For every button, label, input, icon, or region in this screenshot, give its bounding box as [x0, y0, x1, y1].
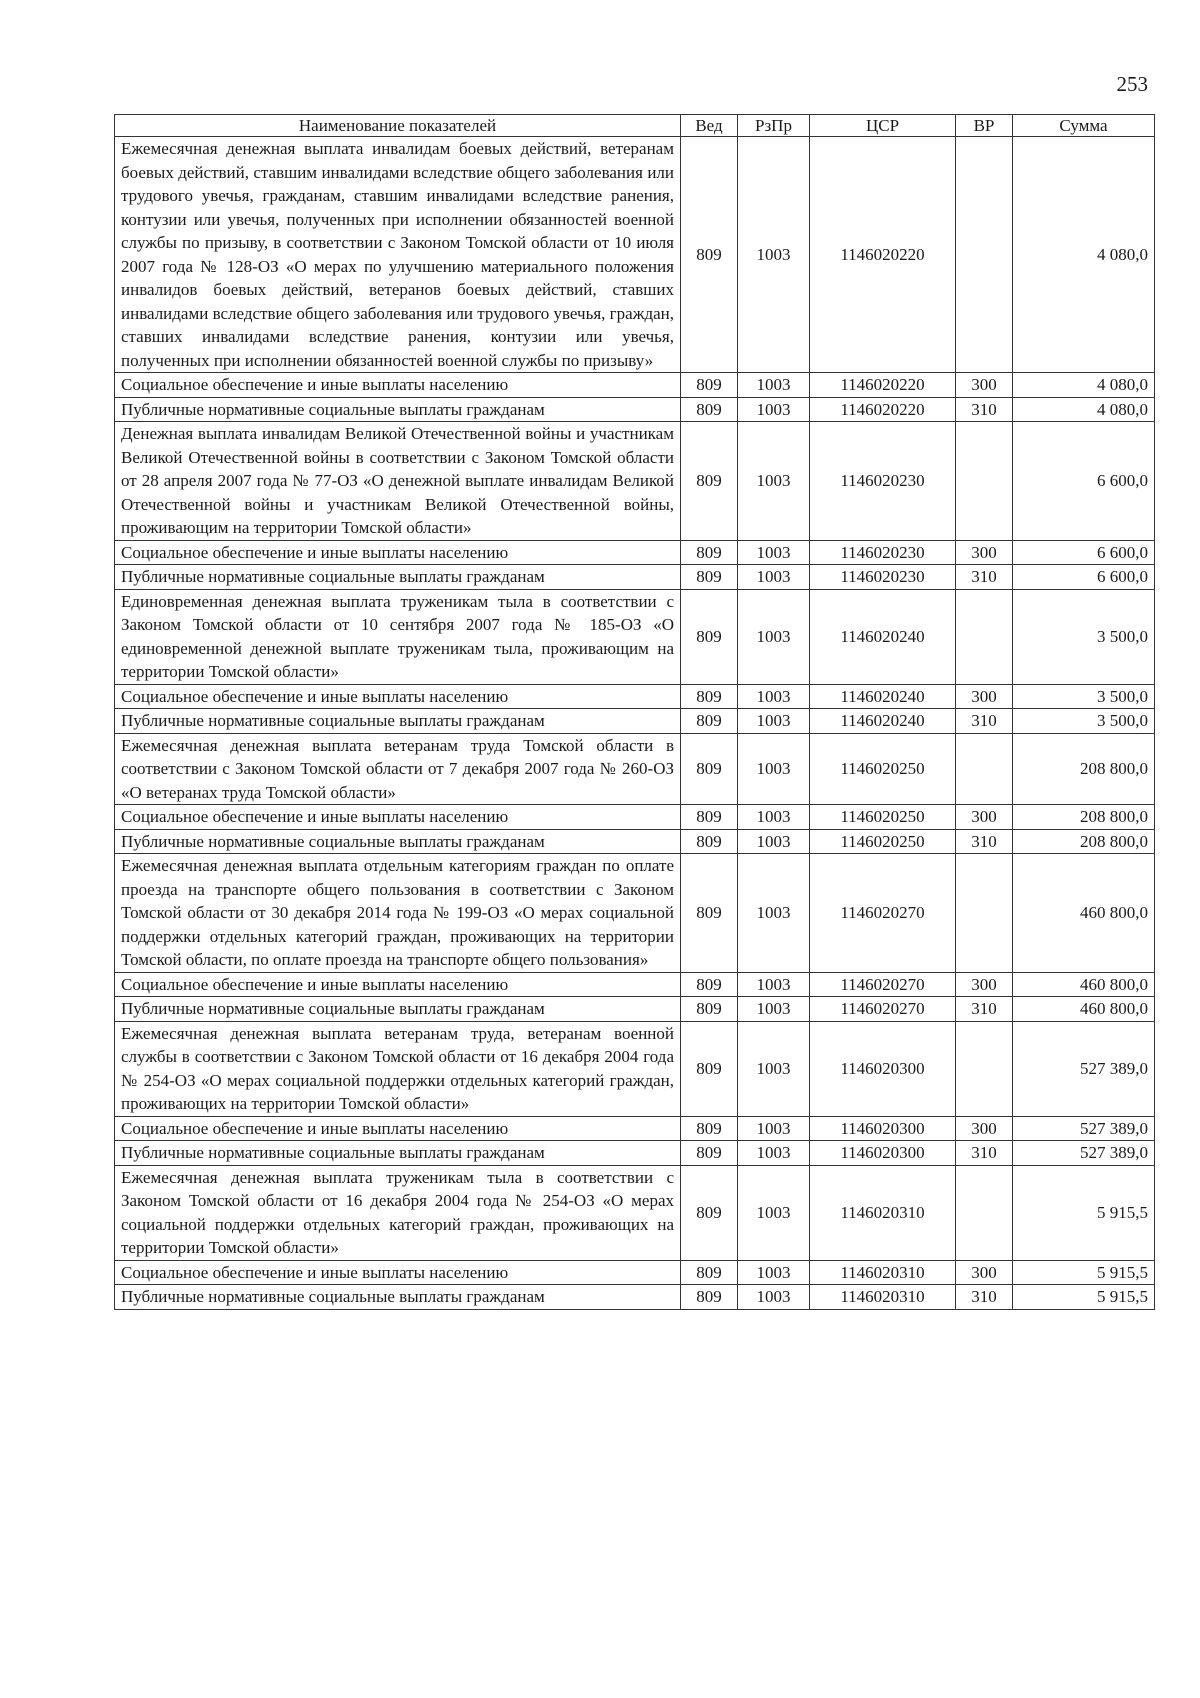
cell-vr: 310: [956, 1285, 1013, 1310]
cell-rzpr: 1003: [738, 1116, 810, 1141]
table-row: [115, 829, 1155, 854]
cell-sum: 527 389,0: [1013, 1021, 1155, 1116]
cell-csr: 1146020230: [810, 565, 956, 590]
cell-vr: 310: [956, 565, 1013, 590]
cell-name: Социальное обеспечение и иные выплаты населению: [115, 540, 681, 565]
cell-rzpr: 1003: [738, 540, 810, 565]
cell-rzpr: 1003: [738, 137, 810, 373]
cell-rzpr: 1003: [738, 589, 810, 684]
page-number: 253: [1116, 72, 1148, 96]
cell-sum: 208 800,0: [1013, 805, 1155, 830]
cell-csr: 1146020250: [810, 829, 956, 854]
table-row: [115, 1021, 1155, 1116]
cell-ved: 809: [681, 709, 738, 734]
cell-sum: 3 500,0: [1013, 709, 1155, 734]
cell-ved: 809: [681, 1165, 738, 1260]
cell-sum: 460 800,0: [1013, 854, 1155, 973]
header-name: Наименование показателей: [115, 115, 681, 137]
cell-ved: 809: [681, 684, 738, 709]
cell-ved: 809: [681, 397, 738, 422]
cell-csr: 1146020240: [810, 684, 956, 709]
table-row: [115, 1260, 1155, 1285]
cell-name: Публичные нормативные социальные выплаты гражданам: [115, 829, 681, 854]
cell-csr: 1146020250: [810, 805, 956, 830]
table-row: [115, 397, 1155, 422]
table-row: [115, 422, 1155, 541]
table-row: [115, 589, 1155, 684]
cell-csr: 1146020270: [810, 854, 956, 973]
table-row: [115, 1116, 1155, 1141]
table-row: [115, 733, 1155, 805]
cell-rzpr: 1003: [738, 997, 810, 1022]
budget-table: [114, 114, 1155, 1310]
cell-rzpr: 1003: [738, 373, 810, 398]
cell-rzpr: 1003: [738, 1021, 810, 1116]
table-row: [115, 684, 1155, 709]
cell-sum: 6 600,0: [1013, 565, 1155, 590]
cell-sum: 4 080,0: [1013, 373, 1155, 398]
cell-vr: 300: [956, 540, 1013, 565]
cell-ved: 809: [681, 854, 738, 973]
cell-name: Публичные нормативные социальные выплаты гражданам: [115, 997, 681, 1022]
cell-rzpr: 1003: [738, 1141, 810, 1166]
cell-rzpr: 1003: [738, 422, 810, 541]
cell-csr: 1146020240: [810, 709, 956, 734]
cell-csr: 1146020310: [810, 1260, 956, 1285]
cell-name: Ежемесячная денежная выплата ветеранам труда Томской области в соответствии с Законом Томской области от 7 декабря 2007 года № 260-ОЗ «О ветеранах труда Томской области»: [115, 733, 681, 805]
cell-ved: 809: [681, 997, 738, 1022]
cell-csr: 1146020230: [810, 540, 956, 565]
cell-sum: 4 080,0: [1013, 397, 1155, 422]
table-row: [115, 972, 1155, 997]
cell-rzpr: 1003: [738, 709, 810, 734]
cell-rzpr: 1003: [738, 1260, 810, 1285]
cell-vr: 310: [956, 709, 1013, 734]
cell-csr: 1146020270: [810, 997, 956, 1022]
cell-rzpr: 1003: [738, 829, 810, 854]
cell-vr: 310: [956, 829, 1013, 854]
cell-csr: 1146020220: [810, 137, 956, 373]
cell-name: Ежемесячная денежная выплата инвалидам боевых действий, ветеранам боевых действий, ставшим инвалидами вследствие общего заболевания или трудового увечья, гражданам, ставшим инвалидами вследствие ранения, контузии или увечья, полученных при исполнении обязанностей военной службы по призыву, в соответствии с Законом Томской области от 10 июля 2007 года № 128-ОЗ «О мерах по улучшению материального положения инвалидов боевых действий, ветеранов боевых действий, ставших инвалидами вследствие общего заболевания или трудового увечья, граждан, ставших инвалидами вследствие ранения, контузии или увечья, полученных при исполнении обязанностей военной службы по призыву»: [115, 137, 681, 373]
header-vr: ВР: [956, 115, 1013, 137]
cell-csr: 1146020310: [810, 1165, 956, 1260]
cell-name: Ежемесячная денежная выплата ветеранам труда, ветеранам военной службы в соответствии с Законом Томской области от 16 декабря 2004 года № 254-ОЗ «О мерах социальной поддержки отдельных категорий граждан, проживающих на территории Томской области»: [115, 1021, 681, 1116]
table-row: [115, 805, 1155, 830]
header-ved: Вед: [681, 115, 738, 137]
cell-name: Социальное обеспечение и иные выплаты населению: [115, 1260, 681, 1285]
cell-ved: 809: [681, 805, 738, 830]
cell-csr: 1146020300: [810, 1116, 956, 1141]
cell-sum: 5 915,5: [1013, 1165, 1155, 1260]
table-row: [115, 137, 1155, 373]
header-rzpr: РзПр: [738, 115, 810, 137]
cell-name: Социальное обеспечение и иные выплаты населению: [115, 373, 681, 398]
cell-name: Единовременная денежная выплата труженикам тыла в соответствии с Законом Томской области от 10 сентября 2007 года № 185-ОЗ «О единовременной денежной выплате труженикам тыла, проживающим на территории Томской области»: [115, 589, 681, 684]
header-row: [115, 115, 1155, 137]
header-csr: ЦСР: [810, 115, 956, 137]
table-body: [115, 137, 1155, 1310]
cell-vr: 300: [956, 805, 1013, 830]
cell-ved: 809: [681, 1260, 738, 1285]
table-row: [115, 854, 1155, 973]
cell-vr: [956, 137, 1013, 373]
cell-csr: 1146020300: [810, 1141, 956, 1166]
cell-name: Денежная выплата инвалидам Великой Отечественной войны и участникам Великой Отечественной войны в соответствии с Законом Томской области от 28 апреля 2007 года № 77-ОЗ «О денежной выплате инвалидам Великой Отечественной войны и участникам Великой Отечественной войны, проживающим на территории Томской области»: [115, 422, 681, 541]
cell-ved: 809: [681, 972, 738, 997]
cell-csr: 1146020310: [810, 1285, 956, 1310]
cell-sum: 6 600,0: [1013, 540, 1155, 565]
cell-csr: 1146020220: [810, 397, 956, 422]
table-row: [115, 1285, 1155, 1310]
cell-name: Публичные нормативные социальные выплаты гражданам: [115, 1141, 681, 1166]
table-row: [115, 709, 1155, 734]
cell-sum: 460 800,0: [1013, 997, 1155, 1022]
cell-vr: 310: [956, 397, 1013, 422]
cell-rzpr: 1003: [738, 972, 810, 997]
cell-vr: [956, 733, 1013, 805]
cell-ved: 809: [681, 733, 738, 805]
cell-sum: 6 600,0: [1013, 422, 1155, 541]
cell-csr: 1146020220: [810, 373, 956, 398]
table-row: [115, 1165, 1155, 1260]
cell-vr: [956, 589, 1013, 684]
cell-name: Социальное обеспечение и иные выплаты населению: [115, 1116, 681, 1141]
table-row: [115, 540, 1155, 565]
table-row: [115, 565, 1155, 590]
cell-rzpr: 1003: [738, 1285, 810, 1310]
cell-csr: 1146020250: [810, 733, 956, 805]
cell-ved: 809: [681, 1116, 738, 1141]
cell-ved: 809: [681, 540, 738, 565]
cell-vr: [956, 854, 1013, 973]
cell-vr: 300: [956, 1116, 1013, 1141]
cell-name: Ежемесячная денежная выплата труженикам тыла в соответствии с Законом Томской области от 16 декабря 2004 года № 254-ОЗ «О мерах социальной поддержки отдельных категорий граждан, проживающих на территории Томской области»: [115, 1165, 681, 1260]
cell-sum: 5 915,5: [1013, 1285, 1155, 1310]
cell-ved: 809: [681, 422, 738, 541]
table-row: [115, 997, 1155, 1022]
cell-vr: 300: [956, 684, 1013, 709]
cell-name: Публичные нормативные социальные выплаты гражданам: [115, 565, 681, 590]
cell-vr: 310: [956, 997, 1013, 1022]
cell-ved: 809: [681, 565, 738, 590]
cell-sum: 527 389,0: [1013, 1116, 1155, 1141]
cell-name: Социальное обеспечение и иные выплаты населению: [115, 805, 681, 830]
cell-name: Публичные нормативные социальные выплаты гражданам: [115, 709, 681, 734]
cell-sum: 3 500,0: [1013, 684, 1155, 709]
cell-sum: 460 800,0: [1013, 972, 1155, 997]
cell-vr: 310: [956, 1141, 1013, 1166]
cell-rzpr: 1003: [738, 565, 810, 590]
cell-rzpr: 1003: [738, 1165, 810, 1260]
cell-ved: 809: [681, 589, 738, 684]
cell-csr: 1146020230: [810, 422, 956, 541]
cell-csr: 1146020300: [810, 1021, 956, 1116]
cell-ved: 809: [681, 1141, 738, 1166]
cell-csr: 1146020240: [810, 589, 956, 684]
cell-sum: 208 800,0: [1013, 733, 1155, 805]
cell-vr: 300: [956, 1260, 1013, 1285]
cell-vr: [956, 1021, 1013, 1116]
cell-name: Социальное обеспечение и иные выплаты населению: [115, 684, 681, 709]
cell-sum: 4 080,0: [1013, 137, 1155, 373]
cell-vr: 300: [956, 373, 1013, 398]
cell-ved: 809: [681, 137, 738, 373]
cell-name: Социальное обеспечение и иные выплаты населению: [115, 972, 681, 997]
cell-vr: [956, 1165, 1013, 1260]
cell-name: Ежемесячная денежная выплата отдельным категориям граждан по оплате проезда на транспорте общего пользования в соответствии с Законом Томской области от 30 декабря 2014 года № 199-ОЗ «О мерах социальной поддержки отдельных категорий граждан, проживающих на территории Томской области, по оплате проезда на транспорте общего пользования»: [115, 854, 681, 973]
cell-rzpr: 1003: [738, 684, 810, 709]
cell-rzpr: 1003: [738, 805, 810, 830]
cell-name: Публичные нормативные социальные выплаты гражданам: [115, 397, 681, 422]
table-header: [115, 115, 1155, 137]
cell-ved: 809: [681, 829, 738, 854]
table-row: [115, 1141, 1155, 1166]
cell-rzpr: 1003: [738, 733, 810, 805]
cell-sum: 5 915,5: [1013, 1260, 1155, 1285]
cell-ved: 809: [681, 1021, 738, 1116]
header-sum: Сумма: [1013, 115, 1155, 137]
cell-sum: 208 800,0: [1013, 829, 1155, 854]
cell-csr: 1146020270: [810, 972, 956, 997]
cell-ved: 809: [681, 1285, 738, 1310]
cell-rzpr: 1003: [738, 854, 810, 973]
cell-rzpr: 1003: [738, 397, 810, 422]
cell-sum: 3 500,0: [1013, 589, 1155, 684]
cell-name: Публичные нормативные социальные выплаты гражданам: [115, 1285, 681, 1310]
cell-sum: 527 389,0: [1013, 1141, 1155, 1166]
cell-vr: [956, 422, 1013, 541]
cell-vr: 300: [956, 972, 1013, 997]
cell-ved: 809: [681, 373, 738, 398]
table-row: [115, 373, 1155, 398]
